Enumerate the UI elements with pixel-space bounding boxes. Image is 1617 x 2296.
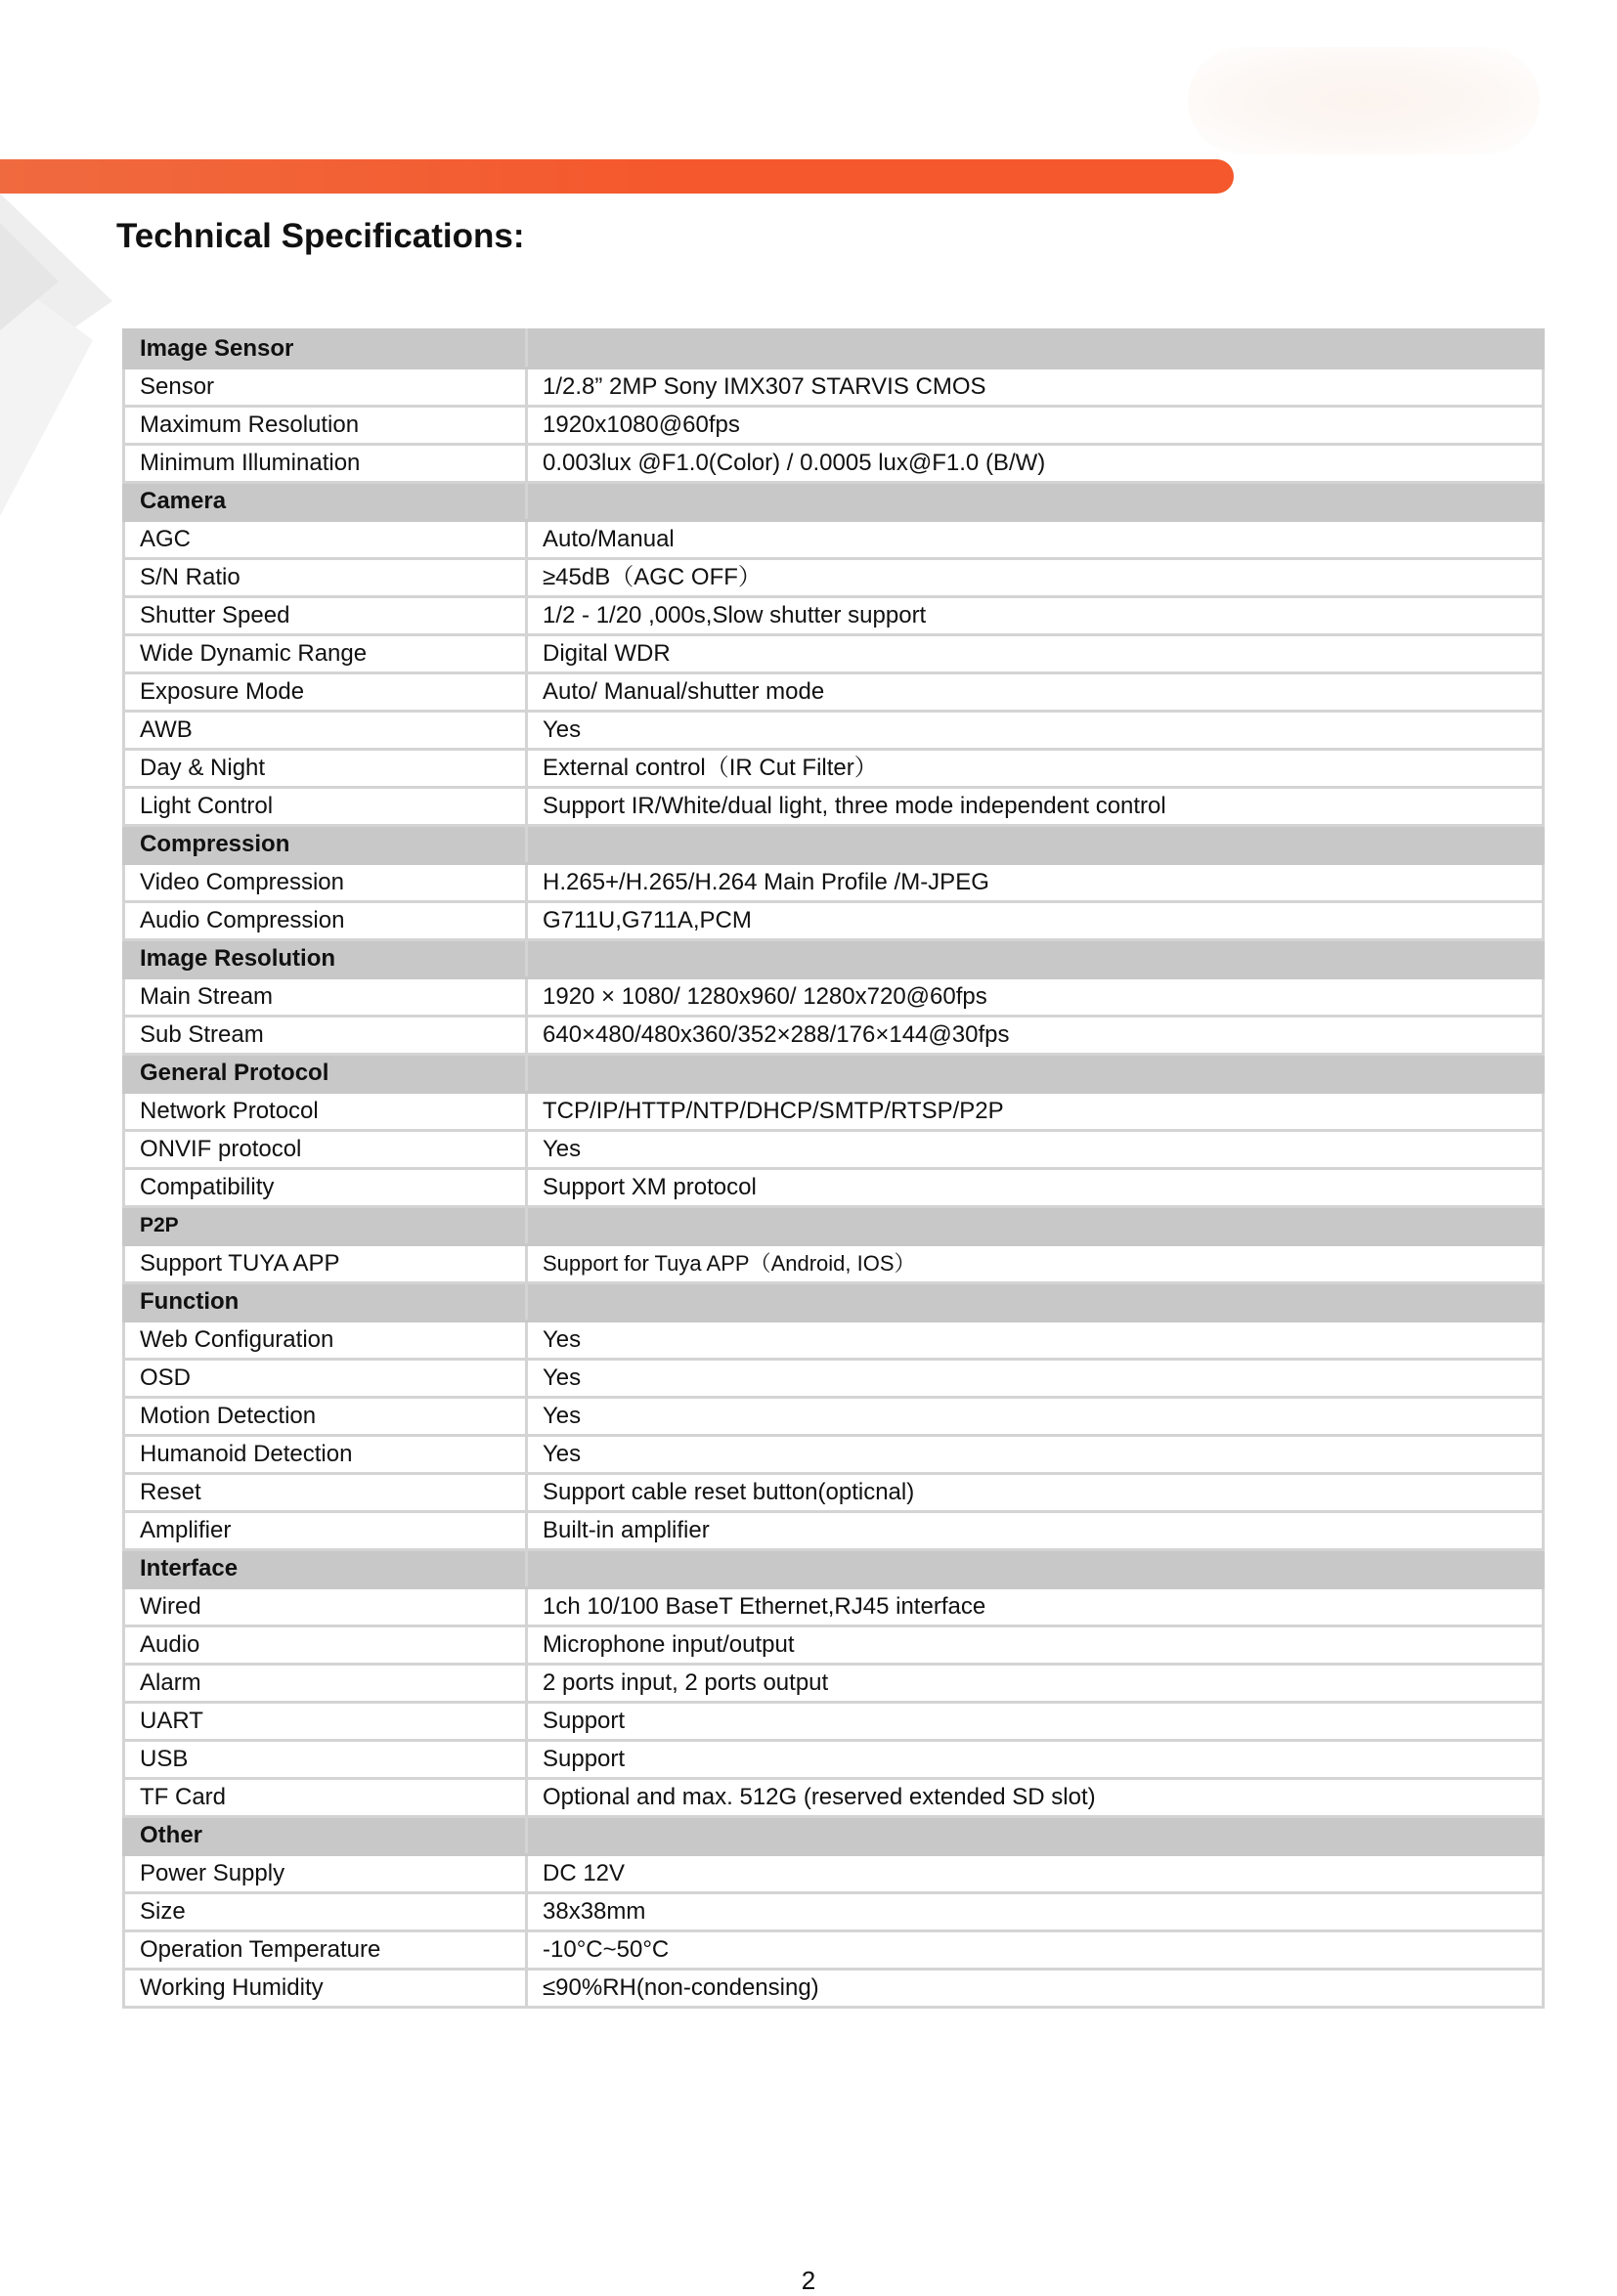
spec-value: 38x38mm [527, 1893, 1544, 1931]
section-title-filler [527, 1817, 1544, 1855]
spec-label: TF Card [124, 1779, 527, 1817]
spec-value: Support [527, 1703, 1544, 1741]
spec-label: Web Configuration [124, 1321, 527, 1360]
section-title: Function [124, 1283, 527, 1321]
spec-value: Support cable reset button(opticnal) [527, 1474, 1544, 1512]
spec-value: Auto/Manual [527, 521, 1544, 559]
section-header-row [124, 1817, 1544, 1855]
table-row [124, 978, 1544, 1017]
table-row [124, 1436, 1544, 1474]
table-row [124, 1741, 1544, 1779]
spec-label: Audio [124, 1626, 527, 1665]
spec-value: Yes [527, 1321, 1544, 1360]
spec-value: TCP/IP/HTTP/NTP/DHCP/SMTP/RTSP/P2P [527, 1093, 1544, 1131]
spec-label: S/N Ratio [124, 559, 527, 597]
spec-value: ≤90%RH(non-condensing) [527, 1970, 1544, 2008]
table-row [124, 635, 1544, 673]
spec-label: Day & Night [124, 750, 527, 788]
table-row [124, 1474, 1544, 1512]
spec-value: G711U,G711A,PCM [527, 902, 1544, 940]
section-title: Image Sensor [124, 330, 527, 368]
spec-label: Sub Stream [124, 1017, 527, 1055]
section-title-filler [527, 483, 1544, 521]
section-title: Other [124, 1817, 527, 1855]
spec-value: Optional and max. 512G (reserved extended SD slot) [527, 1779, 1544, 1817]
table-row [124, 1131, 1544, 1169]
spec-value: DC 12V [527, 1855, 1544, 1893]
spec-value: 1/2 - 1/20 ,000s,Slow shutter support [527, 597, 1544, 635]
spec-label: Operation Temperature [124, 1931, 527, 1970]
section-title-filler [527, 826, 1544, 864]
section-title-filler [527, 1207, 1544, 1245]
spec-label: Power Supply [124, 1855, 527, 1893]
section-title: Compression [124, 826, 527, 864]
table-row [124, 1665, 1544, 1703]
spec-value: 1920x1080@60fps [527, 407, 1544, 445]
table-row [124, 1893, 1544, 1931]
spec-value: ≥45dB（AGC OFF） [527, 559, 1544, 597]
section-header-row [124, 1283, 1544, 1321]
spec-value: 1ch 10/100 BaseT Ethernet,RJ45 interface [527, 1588, 1544, 1626]
spec-value: 1920 × 1080/ 1280x960/ 1280x720@60fps [527, 978, 1544, 1017]
section-title: P2P [124, 1207, 527, 1245]
specifications-table [122, 328, 1545, 2009]
spec-label: Audio Compression [124, 902, 527, 940]
logo-watermark [1188, 47, 1540, 154]
table-row [124, 1931, 1544, 1970]
spec-label: Main Stream [124, 978, 527, 1017]
page-number: 2 [801, 2266, 816, 2295]
spec-label: Motion Detection [124, 1398, 527, 1436]
spec-label: AGC [124, 521, 527, 559]
spec-label: Maximum Resolution [124, 407, 527, 445]
spec-label: Working Humidity [124, 1970, 527, 2008]
table-row [124, 1093, 1544, 1131]
spec-label: OSD [124, 1360, 527, 1398]
section-title: General Protocol [124, 1055, 527, 1093]
spec-label: Light Control [124, 788, 527, 826]
spec-value: Support XM protocol [527, 1169, 1544, 1207]
spec-value: Support IR/White/dual light, three mode independent control [527, 788, 1544, 826]
spec-value: Yes [527, 1436, 1544, 1474]
section-header-row [124, 1207, 1544, 1245]
spec-label: Sensor [124, 368, 527, 407]
table-row [124, 445, 1544, 483]
spec-label: ONVIF protocol [124, 1131, 527, 1169]
spec-label: Shutter Speed [124, 597, 527, 635]
section-header-row [124, 826, 1544, 864]
table-row [124, 1169, 1544, 1207]
table-row [124, 1512, 1544, 1550]
spec-value: 640×480/480x360/352×288/176×144@30fps [527, 1017, 1544, 1055]
spec-label: Minimum Illumination [124, 445, 527, 483]
spec-value: 1/2.8” 2MP Sony IMX307 STARVIS CMOS [527, 368, 1544, 407]
spec-label: Video Compression [124, 864, 527, 902]
spec-value: Auto/ Manual/shutter mode [527, 673, 1544, 712]
table-row [124, 1588, 1544, 1626]
table-row [124, 712, 1544, 750]
table-row [124, 864, 1544, 902]
table-row [124, 1626, 1544, 1665]
spec-value: 0.003lux @F1.0(Color) / 0.0005 lux@F1.0 (B/W) [527, 445, 1544, 483]
spec-label: Wide Dynamic Range [124, 635, 527, 673]
spec-label: Humanoid Detection [124, 1436, 527, 1474]
spec-value: Yes [527, 1398, 1544, 1436]
table-row [124, 1398, 1544, 1436]
spec-value: Digital WDR [527, 635, 1544, 673]
section-header-row [124, 483, 1544, 521]
spec-value: Yes [527, 1360, 1544, 1398]
spec-label: Reset [124, 1474, 527, 1512]
table-row [124, 902, 1544, 940]
spec-value: H.265+/H.265/H.264 Main Profile /M-JPEG [527, 864, 1544, 902]
table-row [124, 597, 1544, 635]
table-row [124, 1321, 1544, 1360]
table-row [124, 1855, 1544, 1893]
spec-label: UART [124, 1703, 527, 1741]
table-row [124, 750, 1544, 788]
spec-value: Microphone input/output [527, 1626, 1544, 1665]
spec-value: -10°C~50°C [527, 1931, 1544, 1970]
section-title-filler [527, 330, 1544, 368]
table-row [124, 407, 1544, 445]
section-title: Camera [124, 483, 527, 521]
table-row [124, 368, 1544, 407]
spec-value: Built-in amplifier [527, 1512, 1544, 1550]
spec-label: Support TUYA APP [124, 1245, 527, 1283]
header-accent-bar [0, 159, 1234, 194]
section-header-row [124, 1550, 1544, 1588]
spec-label: Wired [124, 1588, 527, 1626]
spec-label: AWB [124, 712, 527, 750]
section-title-filler [527, 1550, 1544, 1588]
table-row [124, 1779, 1544, 1817]
spec-label: Exposure Mode [124, 673, 527, 712]
spec-label: Network Protocol [124, 1093, 527, 1131]
section-title: Interface [124, 1550, 527, 1588]
spec-value: Support for Tuya APP（Android, IOS） [527, 1245, 1544, 1283]
table-row [124, 788, 1544, 826]
spec-value: External control（IR Cut Filter） [527, 750, 1544, 788]
section-header-row [124, 330, 1544, 368]
table-row [124, 1017, 1544, 1055]
section-title-filler [527, 940, 1544, 978]
spec-label: Compatibility [124, 1169, 527, 1207]
table-row [124, 673, 1544, 712]
table-row [124, 1360, 1544, 1398]
section-header-row [124, 1055, 1544, 1093]
section-title-filler [527, 1055, 1544, 1093]
spec-value: Yes [527, 712, 1544, 750]
table-row [124, 559, 1544, 597]
page-title: Technical Specifications: [116, 217, 525, 255]
spec-label: Size [124, 1893, 527, 1931]
table-row [124, 1245, 1544, 1283]
section-title: Image Resolution [124, 940, 527, 978]
section-header-row [124, 940, 1544, 978]
spec-label: Amplifier [124, 1512, 527, 1550]
spec-value: Yes [527, 1131, 1544, 1169]
section-title-filler [527, 1283, 1544, 1321]
spec-value: 2 ports input, 2 ports output [527, 1665, 1544, 1703]
spec-label: Alarm [124, 1665, 527, 1703]
table-row [124, 521, 1544, 559]
spec-label: USB [124, 1741, 527, 1779]
table-row [124, 1703, 1544, 1741]
triangle-decoration-icon [0, 194, 117, 516]
table-row [124, 1970, 1544, 2008]
spec-value: Support [527, 1741, 1544, 1779]
